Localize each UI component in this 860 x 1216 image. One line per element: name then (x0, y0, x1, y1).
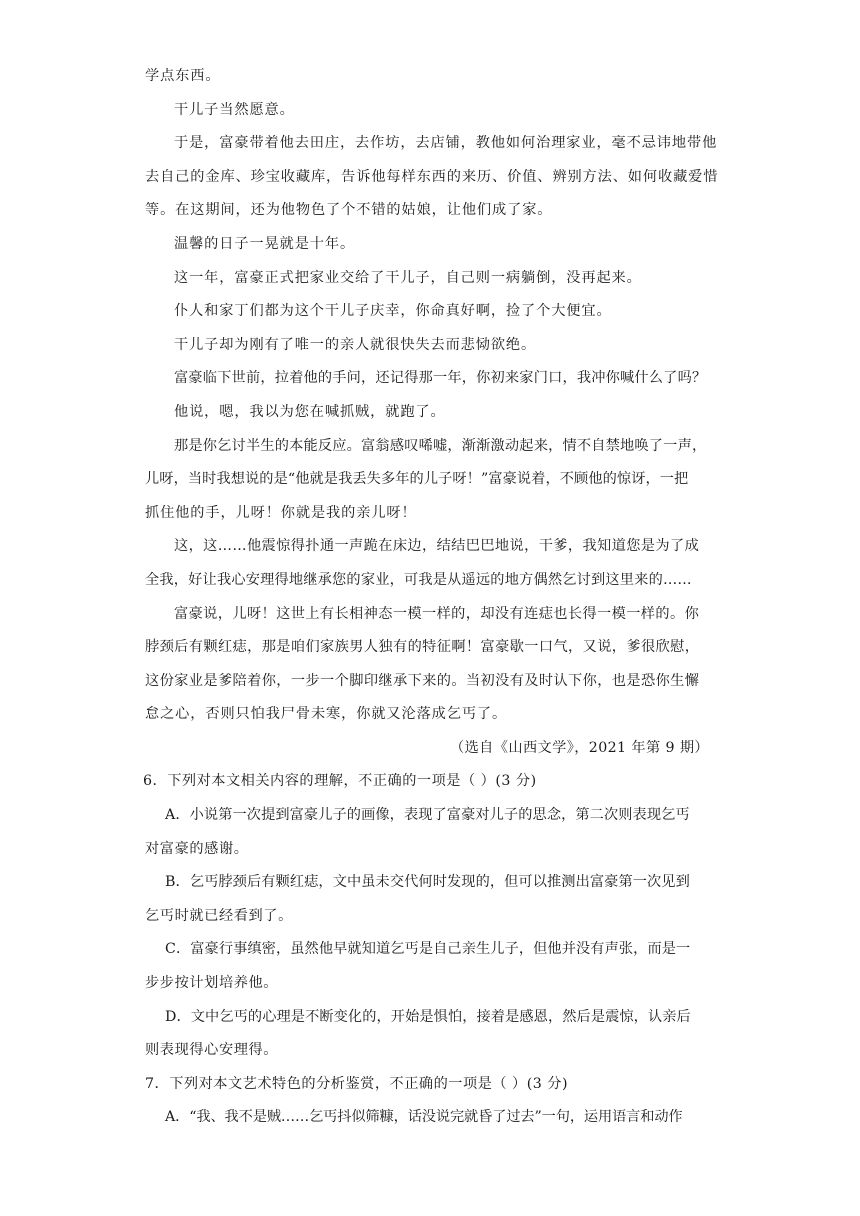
passage-line: 于是，富豪带着他去田庄，去作坊，去店铺，教他如何治理家业，毫不忌讳地带他 (174, 135, 718, 152)
q6-option-d: D．文中乞丐的心理是不断变化的，开始是惧怕，接着是感恩，然后是震惊，认亲后 (165, 1008, 691, 1025)
passage-line: 儿呀，当时我想说的是“他就是我丢失多年的儿子呀！”富豪说着，不顾他的惊讶，一把 (145, 471, 689, 488)
passage-line: 富豪临下世前，拉着他的手问，还记得那一年，你初来家门口，我冲你喊什么了吗？ (174, 370, 707, 387)
question-6-stem: 6．下列对本文相关内容的理解，不正确的一项是（ ）(3 分) (143, 773, 537, 790)
q6-option-b: B．乞丐脖颈后有颗红痣，文中虽未交代何时发现的，但可以推测出富豪第一次见到 (165, 874, 690, 891)
passage-line: 学点东西。 (145, 68, 221, 84)
q6-option-b-cont: 乞丐时就已经看到了。 (145, 907, 293, 924)
passage-line: 怠之心，否则只怕我尸骨未寒，你就又沦落成乞丐了。 (145, 706, 508, 723)
q6-option-a: A．小说第一次提到富豪儿子的画像，表现了富豪对儿子的思念，第二次则表现乞丐 (165, 807, 690, 824)
source-citation: （选自《山西文学》，2021 年第 9 期） (450, 739, 709, 756)
passage-line: 脖颈后有颗红痣，那是咱们家族男人独有的特征啊！富豪歇一口气，又说，爹很欣慰， (145, 639, 700, 656)
passage-line: 富豪说，儿呀！这世上有长相神态一模一样的，却没有连痣也长得一模一样的。你 (174, 605, 700, 622)
q6-option-a-cont: 对富豪的感谢。 (145, 840, 249, 857)
q6-option-c: C．富豪行事缜密，虽然他早就知道乞丐是自己亲生儿子，但他并没有声张，而是一 (165, 941, 691, 958)
q6-option-d-cont: 则表现得心安理得。 (145, 1042, 279, 1059)
q7-option-a: A．“我、我不是贼……乞丐抖似筛糠，话没说完就昏了过去”一句，运用语言和动作 (165, 1109, 683, 1126)
passage-line: 抓住他的手，儿呀！你就是我的亲儿呀！ (145, 504, 417, 521)
passage-line: 这一年，富豪正式把家业交给了干儿子，自己则一病躺倒，没再起来。 (174, 269, 642, 286)
passage-line: 干儿子当然愿意。 (174, 101, 295, 118)
passage-line: 仆人和家丁们都为这个干儿子庆幸，你命真好啊，捡了个大便宜。 (174, 303, 612, 320)
passage-line: 去自己的金库、珍宝收藏库，告诉他每样东西的来历、价值、辨别方法、如何收藏爱惜 (145, 168, 719, 185)
passage-line: 温馨的日子一晃就是十年。 (174, 235, 356, 252)
question-7-stem: 7．下列对本文艺术特色的分析鉴赏，不正确的一项是（ ）(3 分) (145, 1075, 569, 1092)
document-page (143, 60, 719, 1135)
passage-line: 等。在这期间，还为他物色了个不错的姑娘，让他们成了家。 (145, 202, 553, 219)
q6-option-c-cont: 步步按计划培养他。 (145, 975, 279, 992)
passage-line: 全我，好让我心安理得地继承您的家业，可我是从遥远的地方偶然乞讨到这里来的…… (145, 571, 692, 588)
passage-line: 这份家业是爹陪着你，一步一个脚印继承下来的。当初没有及时认下你，也是恐你生懈 (145, 672, 700, 689)
passage-line: 那是你乞讨半生的本能反应。富翁感叹唏嘘，渐渐激动起来，情不自禁地唤了一声， (174, 437, 707, 454)
passage-line: 这，这……他震惊得扑通一声跪在床边，结结巴巴地说，干爹，我知道您是为了成 (174, 538, 700, 555)
passage-line: 干儿子却为刚有了唯一的亲人就很快失去而悲恸欲绝。 (174, 336, 537, 353)
passage-line: 他说，嗯，我以为您在喊抓贼，就跑了。 (174, 403, 446, 420)
